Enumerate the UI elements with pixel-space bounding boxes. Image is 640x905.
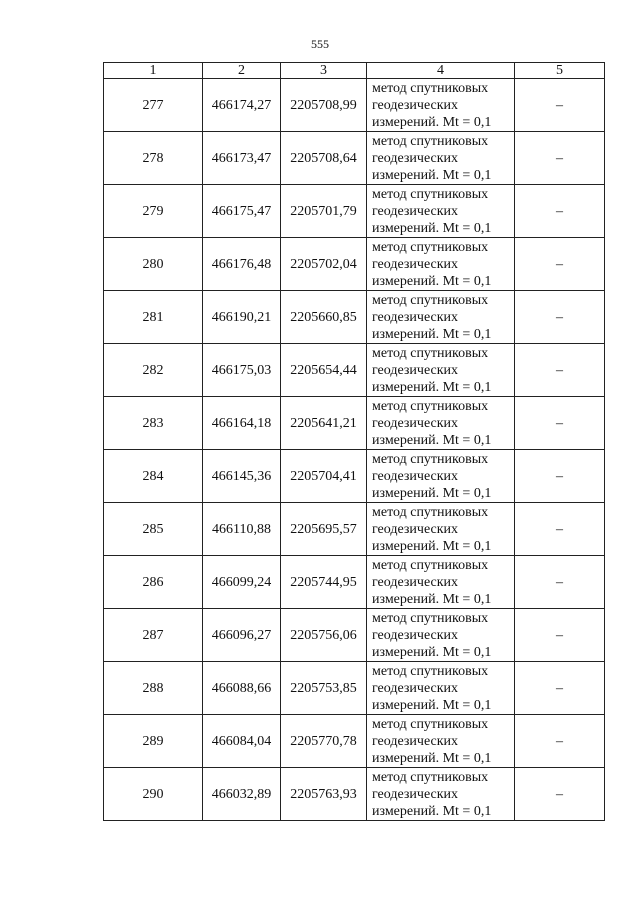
method-cell <box>367 291 515 344</box>
point-number-cell: 286 <box>104 556 203 609</box>
x-coordinate-cell: 466099,24 <box>203 556 281 609</box>
point-number-cell: 281 <box>104 291 203 344</box>
y-coordinate-cell: 2205641,21 <box>281 397 367 450</box>
method-cell <box>367 79 515 132</box>
method-line: измерений. Mt = 0,1 <box>372 326 492 342</box>
header-col-2: 2 <box>203 63 281 79</box>
note-cell: – <box>515 185 605 238</box>
table-row <box>104 609 605 662</box>
table-row <box>104 662 605 715</box>
point-number-cell: 289 <box>104 715 203 768</box>
y-coordinate-cell: 2205708,64 <box>281 132 367 185</box>
y-coordinate-cell: 2205708,99 <box>281 79 367 132</box>
method-cell <box>367 556 515 609</box>
x-coordinate-cell: 466176,48 <box>203 238 281 291</box>
method-line: метод спутниковых <box>372 398 489 414</box>
note-cell: – <box>515 79 605 132</box>
x-coordinate-cell: 466032,89 <box>203 768 281 821</box>
method-line: измерений. Mt = 0,1 <box>372 591 492 607</box>
x-coordinate-cell: 466084,04 <box>203 715 281 768</box>
y-coordinate-cell: 2205763,93 <box>281 768 367 821</box>
table-row <box>104 132 605 185</box>
y-coordinate-cell: 2205753,85 <box>281 662 367 715</box>
x-coordinate-cell: 466190,21 <box>203 291 281 344</box>
method-line: геодезических <box>372 362 459 378</box>
method-cell <box>367 238 515 291</box>
method-line: измерений. Mt = 0,1 <box>372 167 492 183</box>
method-line: измерений. Mt = 0,1 <box>372 114 492 130</box>
note-cell: – <box>515 715 605 768</box>
table-row <box>104 79 605 132</box>
table-row <box>104 450 605 503</box>
method-line: геодезических <box>372 309 459 325</box>
note-cell: – <box>515 397 605 450</box>
method-line: метод спутниковых <box>372 716 489 732</box>
x-coordinate-cell: 466110,88 <box>203 503 281 556</box>
table-row <box>104 556 605 609</box>
note-cell: – <box>515 291 605 344</box>
point-number-cell: 279 <box>104 185 203 238</box>
note-cell: – <box>515 556 605 609</box>
table-row <box>104 768 605 821</box>
x-coordinate-cell: 466145,36 <box>203 450 281 503</box>
table-row <box>104 291 605 344</box>
y-coordinate-cell: 2205701,79 <box>281 185 367 238</box>
method-line: геодезических <box>372 521 459 537</box>
point-number-cell: 290 <box>104 768 203 821</box>
point-number-cell: 287 <box>104 609 203 662</box>
method-line: метод спутниковых <box>372 451 489 467</box>
table-row <box>104 238 605 291</box>
note-cell: – <box>515 609 605 662</box>
method-line: измерений. Mt = 0,1 <box>372 485 492 501</box>
method-line: измерений. Mt = 0,1 <box>372 538 492 554</box>
method-line: метод спутниковых <box>372 504 489 520</box>
header-col-3: 3 <box>281 63 367 79</box>
method-cell <box>367 715 515 768</box>
table-row <box>104 397 605 450</box>
point-number-cell: 284 <box>104 450 203 503</box>
method-line: геодезических <box>372 256 459 272</box>
y-coordinate-cell: 2205702,04 <box>281 238 367 291</box>
method-line: метод спутниковых <box>372 292 489 308</box>
method-cell <box>367 344 515 397</box>
method-line: метод спутниковых <box>372 239 489 255</box>
note-cell: – <box>515 503 605 556</box>
method-line: метод спутниковых <box>372 186 489 202</box>
method-line: метод спутниковых <box>372 133 489 149</box>
method-cell <box>367 450 515 503</box>
method-line: геодезических <box>372 150 459 166</box>
method-line: геодезических <box>372 415 459 431</box>
method-line: метод спутниковых <box>372 663 489 679</box>
method-cell <box>367 397 515 450</box>
method-cell <box>367 132 515 185</box>
x-coordinate-cell: 466175,47 <box>203 185 281 238</box>
header-col-4: 4 <box>367 63 515 79</box>
header-col-5: 5 <box>515 63 605 79</box>
table-row <box>104 503 605 556</box>
method-line: геодезических <box>372 203 459 219</box>
y-coordinate-cell: 2205704,41 <box>281 450 367 503</box>
coordinates-table <box>103 62 605 821</box>
x-coordinate-cell: 466096,27 <box>203 609 281 662</box>
page-number: 555 <box>311 37 329 51</box>
method-cell <box>367 609 515 662</box>
note-cell: – <box>515 768 605 821</box>
table-header <box>104 63 605 79</box>
method-line: геодезических <box>372 627 459 643</box>
x-coordinate-cell: 466164,18 <box>203 397 281 450</box>
method-cell <box>367 662 515 715</box>
y-coordinate-cell: 2205770,78 <box>281 715 367 768</box>
method-line: измерений. Mt = 0,1 <box>372 273 492 289</box>
y-coordinate-cell: 2205654,44 <box>281 344 367 397</box>
header-col-1: 1 <box>104 63 203 79</box>
method-line: измерений. Mt = 0,1 <box>372 220 492 236</box>
note-cell: – <box>515 450 605 503</box>
note-cell: – <box>515 238 605 291</box>
x-coordinate-cell: 466088,66 <box>203 662 281 715</box>
point-number-cell: 282 <box>104 344 203 397</box>
method-line: метод спутниковых <box>372 769 489 785</box>
point-number-cell: 280 <box>104 238 203 291</box>
method-line: геодезических <box>372 468 459 484</box>
method-line: измерений. Mt = 0,1 <box>372 644 492 660</box>
method-line: метод спутниковых <box>372 80 489 96</box>
method-line: метод спутниковых <box>372 557 489 573</box>
method-line: измерений. Mt = 0,1 <box>372 697 492 713</box>
header-row <box>104 63 605 79</box>
method-line: геодезических <box>372 786 459 802</box>
note-cell: – <box>515 344 605 397</box>
x-coordinate-cell: 466175,03 <box>203 344 281 397</box>
point-number-cell: 278 <box>104 132 203 185</box>
x-coordinate-cell: 466173,47 <box>203 132 281 185</box>
method-line: геодезических <box>372 680 459 696</box>
table-row <box>104 344 605 397</box>
point-number-cell: 288 <box>104 662 203 715</box>
table-row <box>104 715 605 768</box>
x-coordinate-cell: 466174,27 <box>203 79 281 132</box>
table-body <box>104 79 605 821</box>
y-coordinate-cell: 2205744,95 <box>281 556 367 609</box>
y-coordinate-cell: 2205660,85 <box>281 291 367 344</box>
method-line: метод спутниковых <box>372 345 489 361</box>
method-line: измерений. Mt = 0,1 <box>372 803 492 819</box>
table-row <box>104 185 605 238</box>
method-line: измерений. Mt = 0,1 <box>372 379 492 395</box>
note-cell: – <box>515 132 605 185</box>
method-line: геодезических <box>372 574 459 590</box>
note-cell: – <box>515 662 605 715</box>
method-line: геодезических <box>372 97 459 113</box>
point-number-cell: 283 <box>104 397 203 450</box>
point-number-cell: 285 <box>104 503 203 556</box>
method-cell <box>367 768 515 821</box>
method-line: геодезических <box>372 733 459 749</box>
y-coordinate-cell: 2205756,06 <box>281 609 367 662</box>
method-cell <box>367 503 515 556</box>
point-number-cell: 277 <box>104 79 203 132</box>
y-coordinate-cell: 2205695,57 <box>281 503 367 556</box>
method-line: измерений. Mt = 0,1 <box>372 750 492 766</box>
method-line: метод спутниковых <box>372 610 489 626</box>
method-cell <box>367 185 515 238</box>
method-line: измерений. Mt = 0,1 <box>372 432 492 448</box>
